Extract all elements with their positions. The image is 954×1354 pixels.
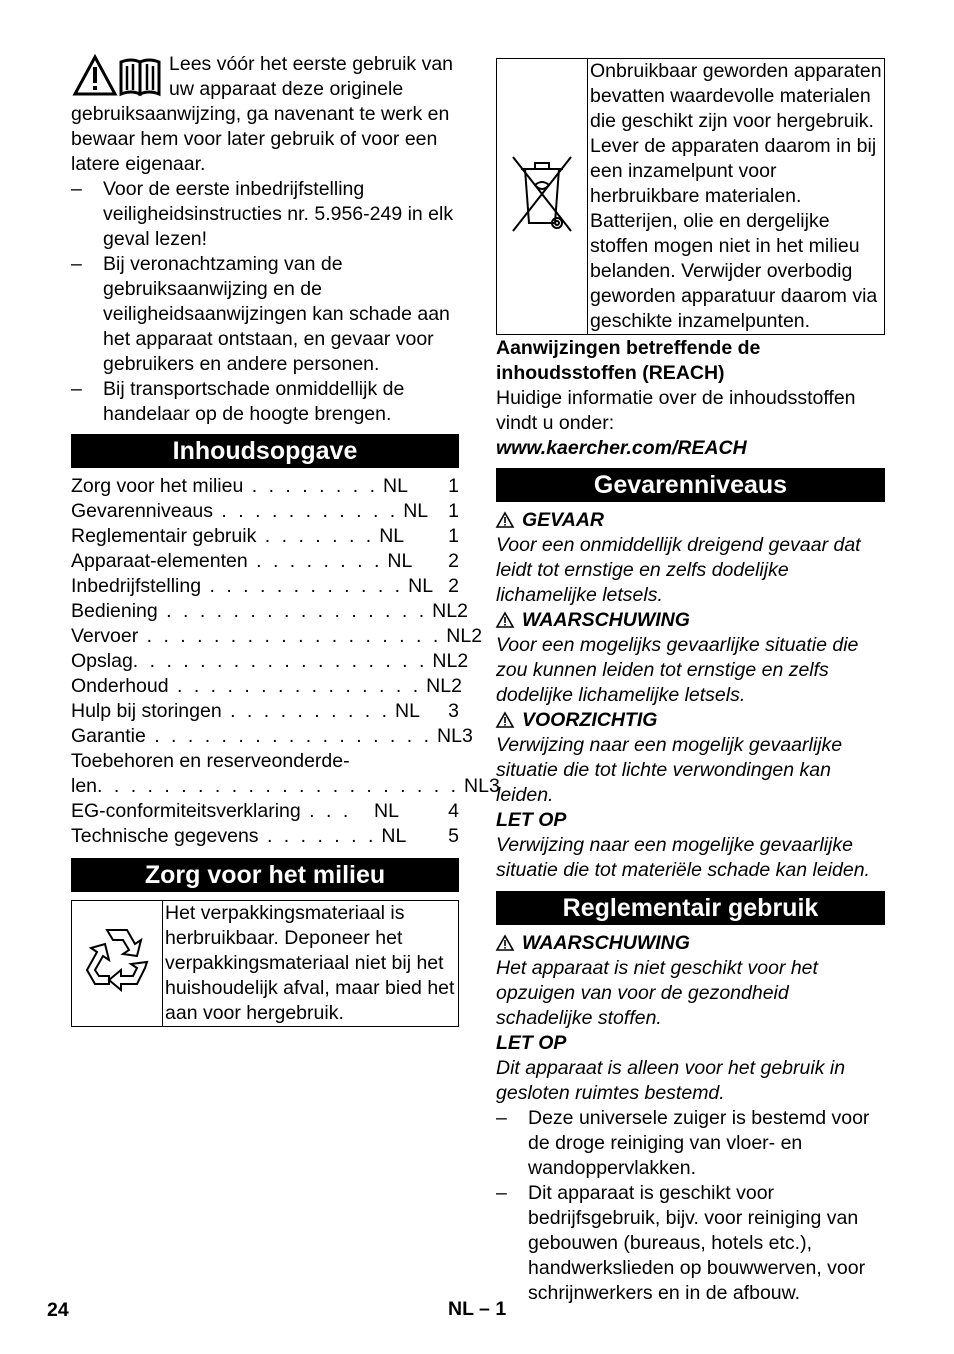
- gebruik-section: [496, 931, 885, 1306]
- list-item: – Dit apparaat is geschikt voor bedrijfsgebruik, bijv. voor reiniging van gebouwen (bureaus, hotels etc.), handwerkslieden op bouwwerven, voor schrijnwerkers en in de afbouw.: [496, 1182, 866, 1304]
- hazard-level: [496, 708, 885, 808]
- intro-list: [71, 177, 459, 427]
- warning-triangle-icon: [496, 935, 514, 951]
- toc-entry[interactable]: Gevarenniveaus . . . . . . . . . . . NL 1: [71, 500, 459, 522]
- toc-entry[interactable]: Technische gegevens . . . . . . . NL 5: [71, 825, 459, 847]
- recycle-text: Het verpakkingsmateriaal is herbruikbaar. Deponeer het verpakkingsmateriaal niet bij het huishoudelijk afval, maar bied het aan voor hergebruik.: [163, 901, 459, 1027]
- recycle-icon: [79, 922, 155, 998]
- gebruik-heading: Reglementair gebruik: [496, 891, 885, 925]
- gebruik-warn-text: Het apparaat is niet geschikt voor het opzuigen van voor de gezondheid schadelijke stoffen.: [496, 957, 818, 1029]
- gebruik-letop-text: Dit apparaat is alleen voor het gebruik in gesloten ruimtes bestemd.: [496, 1057, 846, 1104]
- toc-entry[interactable]: Bediening . . . . . . . . . . . . . . . . NL 2: [71, 600, 468, 622]
- hazard-label: WAARSCHUWING: [496, 608, 885, 633]
- intro-text: Lees vóór het eerste gebruik van uw apparaat deze originele gebruiksaanwijzing, ga navenant te werk en bewaar hem voor later gebruik of voor een latere eigenaar.: [71, 53, 454, 175]
- milieu-heading: Zorg voor het milieu: [71, 858, 459, 892]
- table-of-contents: [71, 474, 500, 849]
- reach-text: Huidige informatie over de inhoudsstoffen vindt u onder:: [496, 387, 856, 434]
- toc-entry-wrapped[interactable]: Toebehoren en reserveonderde- len. . . . . . . . . . . . . . . . . . . . . . NL 3: [71, 750, 500, 797]
- warning-triangle-icon: [496, 612, 514, 628]
- toc-entry[interactable]: Vervoer . . . . . . . . . . . . . . . . . . NL 2: [71, 625, 483, 647]
- weee-text: Onbruikbaar geworden apparaten bevatten waardevolle materialen die geschikt zijn voor hergebruik. Lever de apparaten daarom in bij een inzamelpunt voor herbruikbare materialen. Batterijen, olie en dergelijke stoffen mogen niet in het milieu belanden. Verwijder overbodig geworden apparatuur daarom via geschikte inzamelpunten.: [588, 59, 885, 335]
- toc-entry[interactable]: Hulp bij storingen . . . . . . . . . . NL 3: [71, 700, 459, 722]
- list-item: – Voor de eerste inbedrijfstelling veiligheidsinstructies nr. 5.956-249 in elk geval lezen!: [71, 178, 454, 250]
- gebruik-warn-label: WAARSCHUWING: [496, 931, 885, 956]
- toc-heading: Inhoudsopgave: [71, 434, 459, 468]
- list-item: – Bij veronachtzaming van de gebruiksaanwijzing en de veiligheidsaanwijzingen kan schade aan het apparaat ontstaan, en gevaar voor gebruikers en andere personen.: [71, 253, 450, 375]
- reach-section: [496, 336, 885, 461]
- hazard-level: [496, 608, 885, 708]
- reach-link[interactable]: www.kaercher.com/REACH: [496, 437, 747, 459]
- language-page-number: NL – 1: [448, 1298, 507, 1320]
- crossed-bin-icon: [507, 149, 577, 237]
- warning-manual-icon: [73, 54, 163, 98]
- toc-entry[interactable]: Apparaat-elementen . . . . . . . . NL 2: [71, 550, 459, 572]
- recycle-box: [71, 900, 459, 1027]
- gevaren-section: [496, 508, 885, 883]
- list-item: – Deze universele zuiger is bestemd voor de droge reiniging van vloer- en wandoppervlakken.: [496, 1107, 870, 1179]
- gevaren-heading: Gevarenniveaus: [496, 468, 885, 502]
- weee-box: [496, 58, 885, 335]
- toc-entry[interactable]: Inbedrijfstelling . . . . . . . . . . . . NL 2: [71, 575, 459, 597]
- hazard-level: [496, 508, 885, 608]
- toc-entry[interactable]: Reglementair gebruik . . . . . . . NL 1: [71, 525, 459, 547]
- hazard-text: Voor een onmiddellijk dreigend gevaar dat leidt tot ernstige en zelfs dodelijke lichamelijke letsels.: [496, 534, 861, 606]
- gebruik-list: [496, 1106, 885, 1306]
- hazard-label: VOORZICHTIG: [496, 708, 885, 733]
- hazard-label: GEVAAR: [496, 508, 885, 533]
- toc-entry[interactable]: Opslag. . . . . . . . . . . . . . . . . . NL 2: [71, 650, 469, 672]
- warning-triangle-icon: [496, 512, 514, 528]
- toc-entry[interactable]: Onderhoud . . . . . . . . . . . . . . . NL 2: [71, 675, 462, 697]
- right-column: [496, 58, 885, 1306]
- gebruik-letop-label: LET OP: [496, 1032, 567, 1054]
- hazard-text: Voor een mogelijks gevaarlijke situatie die zou kunnen leiden tot ernstige en zelfs dodelijke lichamelijke letsels.: [496, 634, 859, 706]
- letop-label: LET OP: [496, 809, 567, 831]
- letop-text: Verwijzing naar een mogelijke gevaarlijke situatie die tot materiële schade kan leiden.: [496, 834, 870, 881]
- list-item: – Bij transportschade onmiddellijk de handelaar op de hoogte brengen.: [71, 378, 405, 425]
- intro-section: [71, 52, 459, 427]
- reach-heading: Aanwijzingen betreffende de inhoudsstoffen (REACH): [496, 337, 761, 384]
- toc-entry[interactable]: Zorg voor het milieu . . . . . . . . NL 1: [71, 475, 459, 497]
- page-number: 24: [47, 1299, 69, 1321]
- left-column: [71, 52, 500, 1027]
- warning-triangle-icon: [496, 712, 514, 728]
- toc-entry[interactable]: Garantie . . . . . . . . . . . . . . . . . NL 3: [71, 725, 473, 747]
- toc-entry[interactable]: EG-conformiteitsverklaring . . . NL 4: [71, 800, 459, 822]
- hazard-text: Verwijzing naar een mogelijk gevaarlijke situatie die tot lichte verwondingen kan leiden.: [496, 734, 843, 806]
